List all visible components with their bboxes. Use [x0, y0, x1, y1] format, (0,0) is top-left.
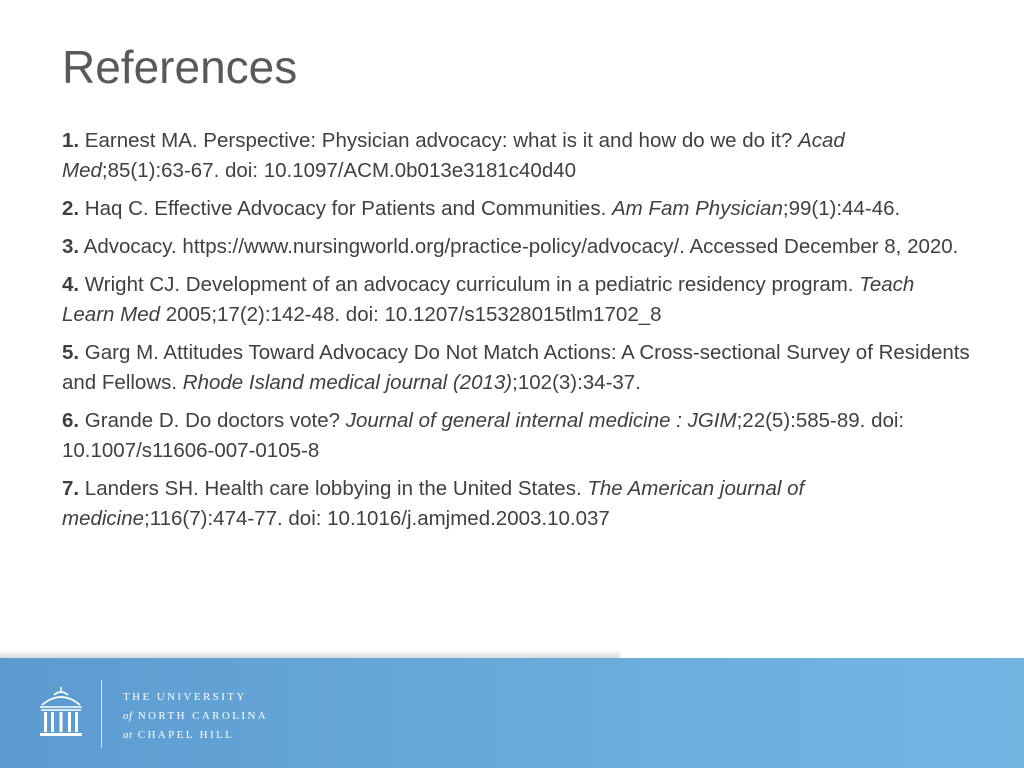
reference-list: [62, 126, 972, 542]
reference-item: [62, 194, 972, 224]
reference-text: Earnest MA. Perspective: Physician advocacy: what is it and how do we do it?: [79, 129, 799, 152]
wordmark-line-1: THE UNIVERSITY: [123, 691, 247, 703]
reference-item: [62, 126, 972, 186]
reference-number: 1.: [62, 129, 80, 152]
reference-text: Grande D. Do doctors vote?: [79, 409, 346, 432]
old-well-icon: [36, 683, 86, 739]
reference-number: 6.: [62, 409, 80, 432]
reference-journal: The American journal of medicine: [62, 477, 805, 530]
reference-journal: Teach Learn Med: [62, 273, 915, 326]
reference-text: ;85(1):63-67. doi: 10.1097/ACM.0b013e3181c40d40: [101, 159, 577, 182]
reference-item: [62, 474, 972, 534]
reference-item: [62, 338, 972, 398]
reference-number: 7.: [62, 477, 80, 500]
reference-journal: Journal of general internal medicine : JGIM: [345, 409, 737, 432]
wordmark-at: at: [123, 729, 133, 741]
reference-text: Garg M. Attitudes Toward Advocacy Do Not Match Actions: A Cross-sectional Survey of Residents and Fellows.: [62, 341, 970, 394]
reference-text: ;22(5):585-89. doi: 10.1007/s11606-007-0105-8: [62, 409, 905, 462]
footer-bar: [0, 658, 1024, 768]
reference-number: 3.: [62, 235, 80, 258]
reference-text: ;102(3):34-37.: [512, 371, 641, 394]
reference-journal: Rhode Island medical journal (2013): [182, 371, 513, 394]
university-wordmark: [123, 688, 268, 745]
reference-text: ;99(1):44-46.: [782, 197, 901, 220]
reference-item: [62, 232, 972, 262]
reference-item: [62, 270, 972, 330]
wordmark-of: of: [123, 710, 133, 722]
reference-number: 5.: [62, 341, 80, 364]
reference-text: ;116(7):474-77. doi: 10.1016/j.amjmed.2003.10.037: [144, 507, 610, 530]
reference-text: 2005;17(2):142-48. doi: 10.1207/s15328015tlm1702_8: [160, 303, 662, 326]
footer-divider: [101, 680, 102, 748]
reference-text: Wright CJ. Development of an advocacy curriculum in a pediatric residency program.: [79, 273, 860, 296]
wordmark-line-2: [123, 707, 268, 726]
reference-text: Haq C. Effective Advocacy for Patients and Communities.: [79, 197, 612, 220]
reference-journal: Am Fam Physician: [611, 197, 783, 220]
wordmark-line-3: [123, 726, 268, 745]
wordmark-chapel-hill: CHAPEL HILL: [137, 729, 235, 741]
reference-text: Advocacy. https://www.nursingworld.org/practice-policy/advocacy/. Accessed December 8, 2020.: [79, 235, 959, 258]
slide-title: References: [62, 41, 298, 93]
reference-journal: Acad Med: [62, 129, 845, 182]
reference-number: 4.: [62, 273, 80, 296]
wordmark-north-carolina: NORTH CAROLINA: [137, 710, 269, 722]
reference-item: [62, 406, 972, 466]
reference-number: 2.: [62, 197, 80, 220]
reference-text: Landers SH. Health care lobbying in the United States.: [79, 477, 588, 500]
